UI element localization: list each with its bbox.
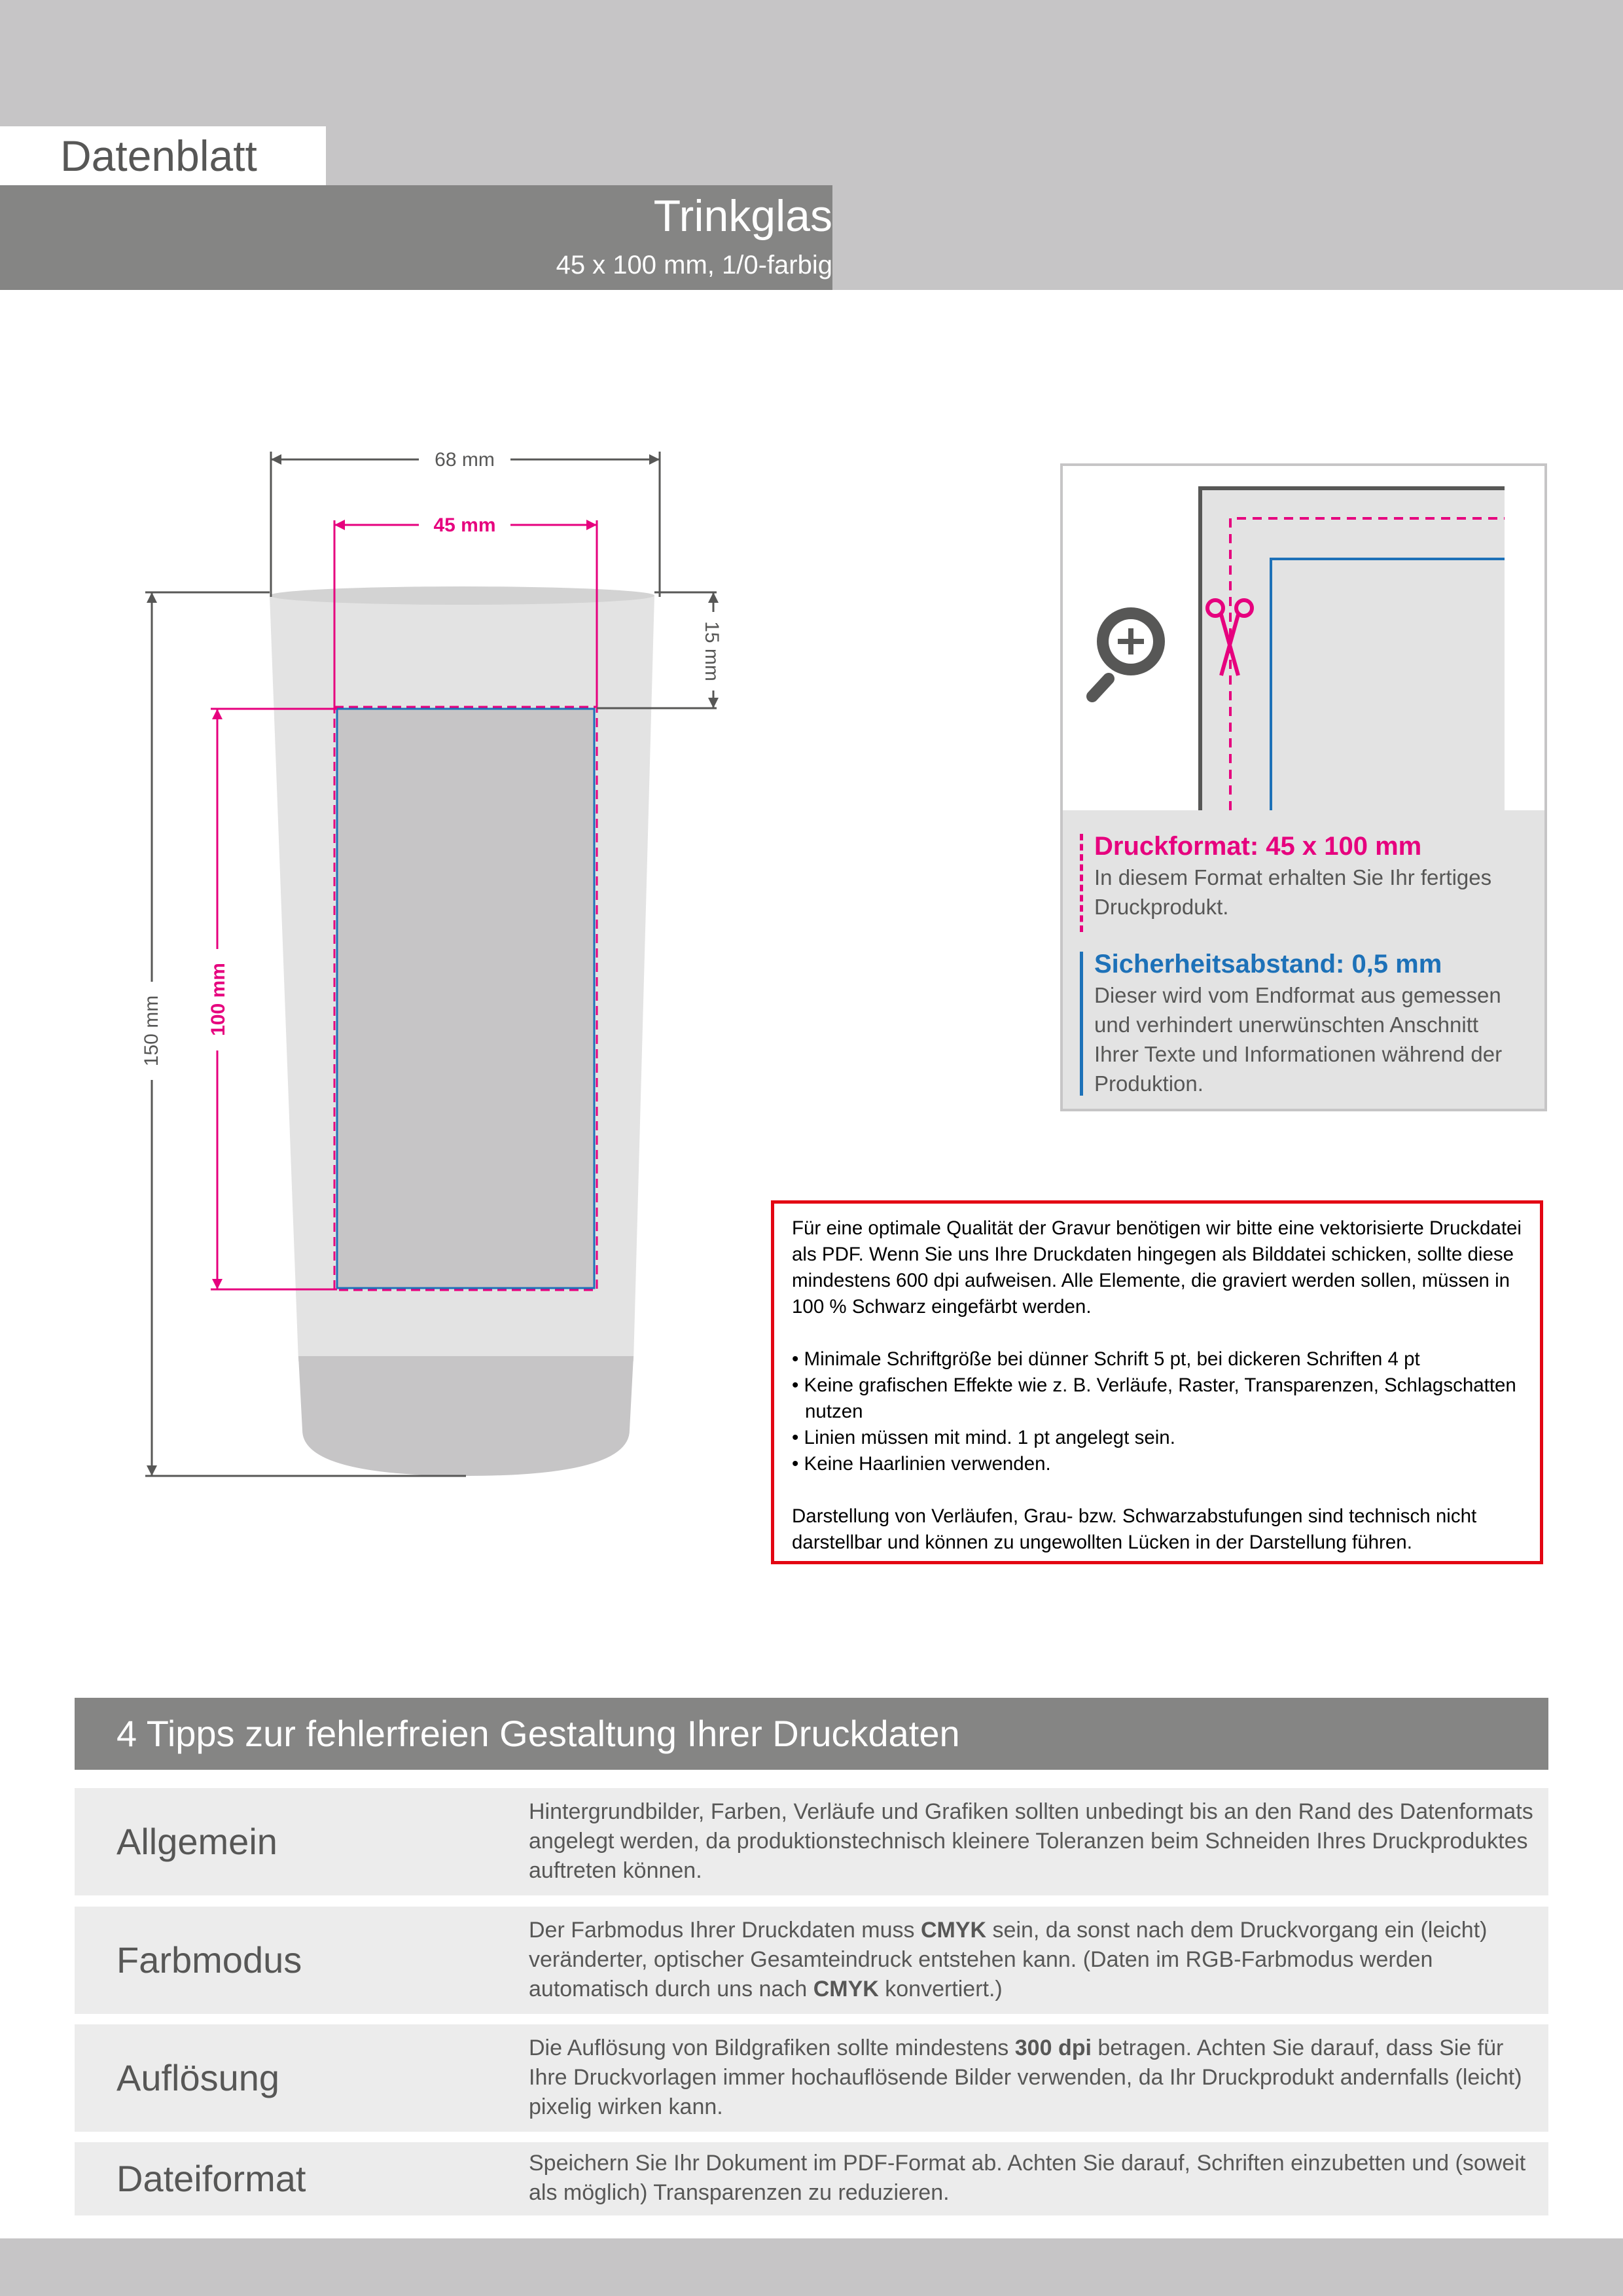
safety-margin-text: Dieser wird vom Endformat aus gemessen und verhindert unerwünschten Anschnitt Ihrer Texte und Informationen während der Produktion. [1094,983,1503,1096]
notice-intro: Für eine optimale Qualität der Gravur benötigen wir bitte eine vektorisierte Druckdatei als PDF. Wenn Sie uns Ihre Druckdaten hingegen als Bilddatei schicken, sollte diese mindestens 600 dpi aufweisen. Alle Elemente, die graviert werden sollen, müssen in 100 % Schwarz eingefärbt werden. [792,1217,1522,1318]
notice-list [792,1346,1525,1477]
dim-68mm-label: 68 mm [435,449,495,471]
list-item: • Linien müssen mit mind. 1 pt angelegt sein. [792,1425,1525,1451]
tip-label: Dateiformat [116,2158,306,2199]
tip-label: Auflösung [116,2057,280,2098]
notice-outro: Darstellung von Verläufen, Grau- bzw. Schwarzabstufungen sind technisch nicht darstellbar und können zu ungewollten Lücken in der Darstellung führen. [792,1505,1477,1553]
zoom-detail [1060,463,1547,813]
tip-text-bold: 300 dpi [1014,2036,1092,2060]
tip-text: Hintergrundbilder, Farben, Verläufe und Grafiken sollten unbedingt bis an den Rand des Datenformats angelegt werden, da produktionstechnisch kleinere Toleranzen beim Schneiden Ihres Druckproduktes auftreten können. [529,1799,1533,1883]
zoom-legend-panel [1060,463,1546,1118]
footer-band [0,2238,1623,2296]
list-item: • Keine Haarlinien verwenden. [792,1451,1525,1477]
page-subtitle: 45 x 100 mm, 1/0-farbig [556,251,832,279]
safety-margin-title: Sicherheitsabstand: 0,5 mm [1094,950,1442,978]
tip-row-aufloesung [75,2024,1548,2132]
tip-text-part: Die Auflösung von Bildgrafiken sollte mindestens [529,2036,1015,2060]
list-item: • Keine grafischen Effekte wie z. B. Verläufe, Raster, Transparenzen, Schlagschatten nutzen [792,1372,1525,1425]
tip-row-dateiformat [75,2142,1548,2215]
tips-header [75,1698,1548,1770]
tips-title: 4 Tipps zur fehlerfreien Gestaltung Ihrer Druckdaten [116,1713,960,1754]
glass-base [298,1356,633,1476]
dim-150mm-label: 150 mm [141,995,162,1067]
print-area [337,709,594,1288]
corner-detail-graphic [1063,466,1544,810]
tip-text: Speichern Sie Ihr Dokument im PDF-Format ab. Achten Sie darauf, Schriften einzubetten und (soweit als möglich) Transparenzen zu reduzieren. [529,2151,1526,2205]
tip-text [529,2034,1537,2122]
page-title: Trinkglas [653,191,832,241]
dim-100mm-label: 100 mm [207,963,229,1036]
zoom-plus-icon [1092,607,1165,696]
tip-text-part: betragen. Achten Sie darauf, dass Sie für Ihre Druckvorlagen immer hochauflösende Bilder verwenden, da Ihr Druckprodukt andernfalls (leicht) pixelig wirken kann. [529,2036,1522,2119]
dim-15mm-label: 15 mm [701,621,722,681]
tip-text [529,1916,1537,2004]
engraving-notice [771,1200,1543,1564]
tip-row-farbmodus [75,1907,1548,2014]
tip-text-part: konvertiert.) [878,1977,1003,2001]
print-format-title: Druckformat: 45 x 100 mm [1094,832,1422,861]
print-format-text: In diesem Format erhalten Sie Ihr fertiges Druckprodukt. [1094,865,1492,919]
dim-45mm-label: 45 mm [433,514,496,536]
safety-margin-marker [1080,952,1083,1096]
safety-margin-legend [1094,948,1526,1098]
tip-label: Farbmodus [116,1939,302,1981]
tip-row-allgemein [75,1788,1548,1895]
glass-diagram [0,419,759,1545]
tip-label: Allgemein [116,1821,277,1862]
tip-text-part: sein, da sonst nach dem Druckvorgang ein (leicht) veränderter, optischer Gesamteindruck entstehen kann. (Daten im RGB-Farbmodus werden automatisch durch uns nach [529,1918,1488,2001]
tip-text-part: Der Farbmodus Ihrer Druckdaten muss [529,1918,921,1943]
print-format-legend [1094,830,1526,922]
tip-text-bold: CMYK [813,1977,879,2001]
print-format-marker [1080,834,1083,932]
tip-text-bold: CMYK [920,1918,987,1943]
datenblatt-label: Datenblatt [60,132,257,180]
list-item: • Minimale Schriftgröße bei dünner Schrift 5 pt, bei dickeren Schriften 4 pt [792,1346,1525,1372]
